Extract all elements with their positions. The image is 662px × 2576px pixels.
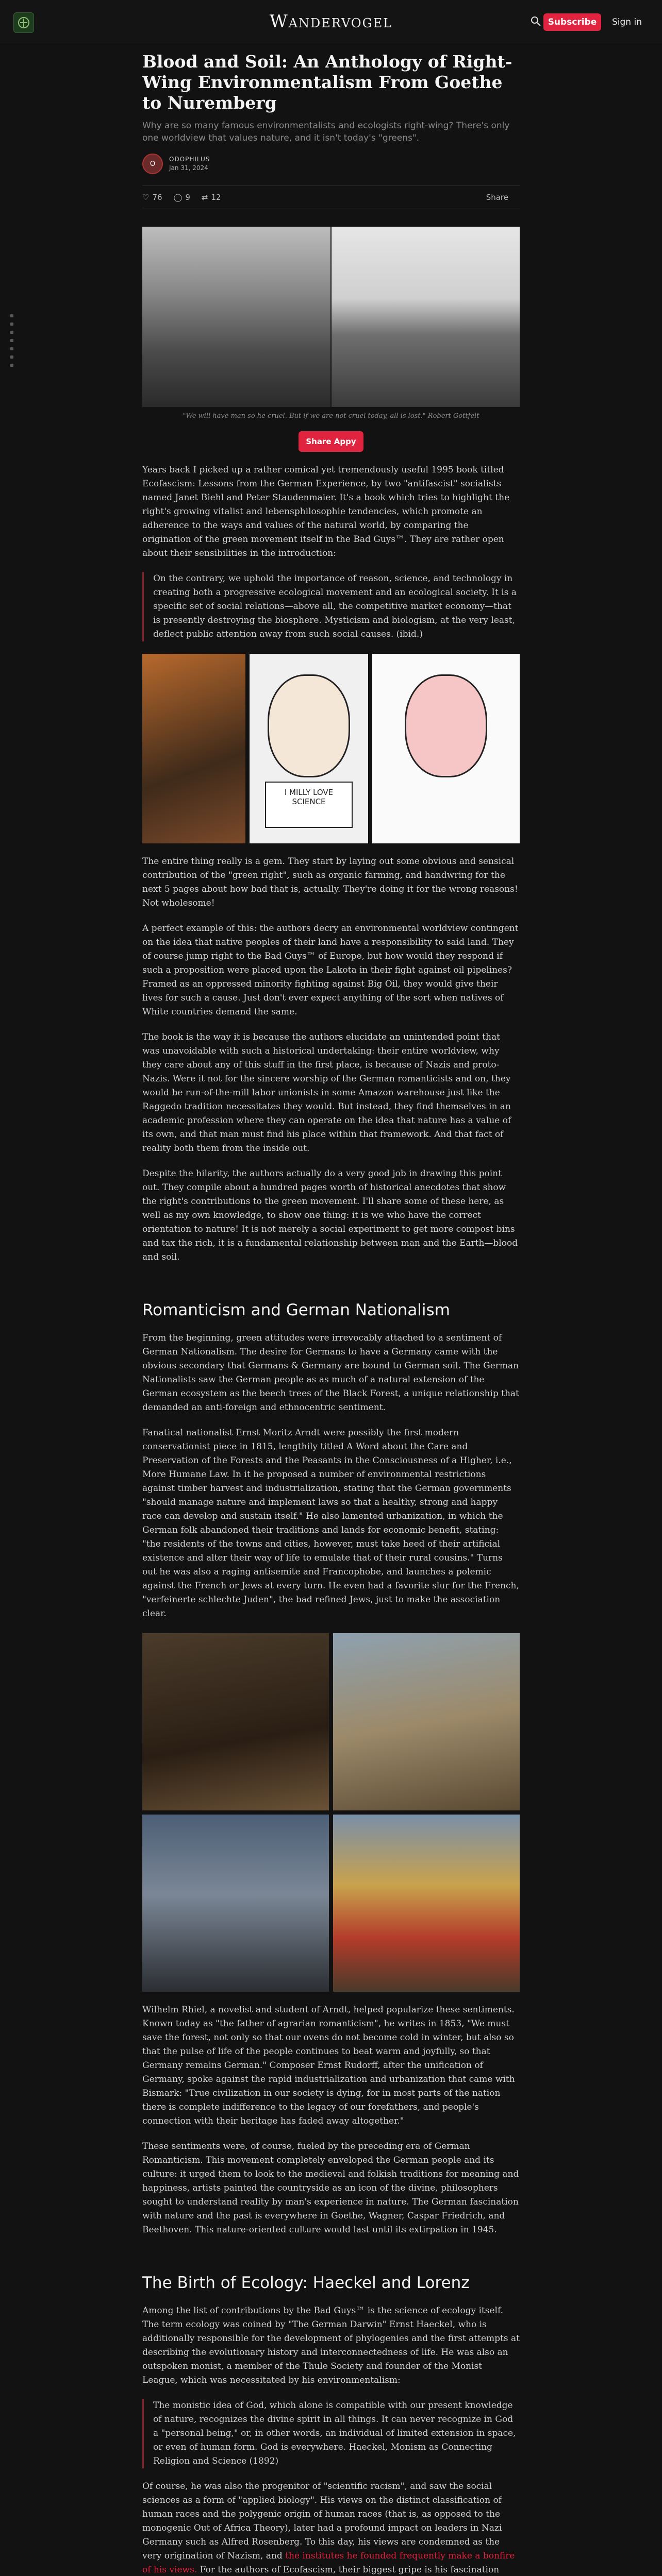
paragraph: Despite the hilarity, the authors actually do a very good job in drawing this point out. They compile about a hundred pages worth of historical anecdotes that show the right's contributions to the green movement. I'll share some of these here, as well as my own knowledge, to show one thing: it is we who have the correct orientation to nature! It is not merely a social experiment to get more compost bins and tax the rich, it is a fundamental relationship between man and the Earth—blood and soil.: [142, 1168, 518, 1262]
subscribe-button[interactable]: Subscribe: [543, 13, 601, 31]
side-toc[interactable]: [10, 314, 14, 372]
byline: [142, 154, 520, 174]
share-app-button[interactable]: Share Appy: [299, 431, 363, 452]
painting-image[interactable]: [142, 1633, 329, 1810]
post-date: Jan 31, 2024: [169, 164, 208, 172]
article-subtitle: Why are so many famous environmentalists and ecologists right-wing? There's only one worldview that values nature, and it isn't today's "greens".: [142, 121, 510, 143]
restack-icon: ⇄: [201, 193, 208, 202]
comment-icon: ◯: [173, 193, 183, 202]
like-count: 76: [152, 193, 162, 202]
top-navbar: [0, 0, 662, 43]
blockquote: On the contrary, we uphold the importance of reason, science, and technology in creating both a progressive ecological movement and an ecological society. It is a specific set of social relations—above all, the competitive market economy—that is presently destroying the biosphere. Mysticism and biologism, at the very least, deflect public attention away from such social causes. (ibid.): [142, 572, 520, 641]
paragraph: Years back I picked up a rather comical yet tremendously useful 1995 book titled Ecofascism: Lessons from the German Experience, by two "antifascist" socialists named Janet Biehl and Peter Staudenmaier. It's a book which tries to highlight the right's growing vitalist and lebensphilosophie tendencies, which promote an adherence to the ways and values of the natural world, by comparing the origination of the green movement itself in the Bad Guys™. They are rather open about their sensibilities in the introduction:: [142, 465, 510, 558]
paragraph: The book is the way it is because the authors elucidate an unintended point that was unavoidable with such a historical undertaking: their entire worldview, why they care about any of this stuff in the first place, is because of Nazis and proto-Nazis. Were it not for the sincere worship of the German romanticists and on, they would be run-of-the-mill labor unionists in some Amazon warehouse just like the Raggedo tradition necessitates they would. But instead, they find themselves in an academic profession where they can operate on the idea that nature has a value of its own, and that man must find his place within that framework. And that fact of reality both them from the inside out.: [142, 1032, 511, 1154]
painting-gallery: [142, 1633, 520, 1992]
heart-icon: ♡: [142, 193, 150, 202]
article: [142, 52, 520, 2576]
comment-count: 9: [185, 193, 190, 202]
restack-count: 12: [211, 193, 221, 202]
painting-image[interactable]: [333, 1815, 520, 1992]
paragraph: From the beginning, green attitudes were irrevocably attached to a sentiment of German Nationalism. The desire for Germans to have a Germany came with the obvious secondary that Germans & Germany are bound to German soil. The German Nationalists saw the German people as as much of a natural extension of the German ecosystem as the beech trees of the Black Forest, a unique relationship that demanded an anti-foreign and ethnocentric sentiment.: [142, 1333, 519, 1413]
meme-image[interactable]: [142, 654, 520, 843]
post-actions: [142, 185, 520, 209]
paragraph: The entire thing really is a gem. They start by laying out some obvious and sensical contribution of the "green right", such as organic farming, and handwring for the next 5 pages about how bad that is, actually. They're doing it for the wrong reasons! Not wholesome!: [142, 856, 518, 908]
hero-image-right: [332, 227, 520, 407]
section-heading: The Birth of Ecology: Haeckel and Lorenz: [142, 2274, 470, 2292]
hero-caption: "We will have man so he cruel. But if we are not cruel today, all is lost." Robert Gottfelt: [183, 412, 479, 420]
like-button[interactable]: [142, 193, 162, 202]
hero-image-left: [142, 227, 330, 407]
paragraph: A perfect example of this: the authors decry an environmental worldview contingent on the idea that native peoples of their land have a responsibility to said land. They of course jump right to the Bad Guys™ of Europe, but how would they respond if such a proposition were placed upon the Lakota in their fight against oil pipelines? Framed as an oppressed minority fighting against Big Oil, they would give their lives for such a cause. Just don't ever expect anything of the sort when natives of White countries demand the same.: [142, 923, 519, 1017]
meme-sign: I MILLY LOVE SCIENCE: [265, 782, 353, 828]
painting-image[interactable]: [142, 1815, 329, 1992]
paragraph-text: Of course, he was also the progenitor of "scientific racism", and saw the social sciences as a form of "applied biology". His views on the distinct classification of human races and the polygenic origin of human races (that is, as opposed to the monogenic Out of Africa Theory), later had a profound impact on leaders in Nazi Germany such as Alfred Rosenberg. To this day, his views are condemned as the very origination of Nazism, and: [142, 2481, 502, 2561]
painting-image[interactable]: [333, 1633, 520, 1810]
share-button[interactable]: Share: [486, 193, 508, 202]
paragraph: These sentiments were, of course, fueled by the preceding era of German Romanticism. This movement completely enveloped the German people and its culture: it urged them to look to the medieval and folkish traditions for meaning and happiness, artists painted the countryside as an icon of the divine, philosophers sought to understand reality by man's experience in nature. The German fascination with nature and the past is everywhere in Goethe, Wagner, Caspar Friedrich, and Beethoven. This nature-oriented culture would last until its extirpation in 1945.: [142, 2141, 519, 2235]
sign-in-button[interactable]: Sign in: [612, 17, 642, 27]
site-brand[interactable]: Wandervogel: [269, 11, 393, 32]
author-name[interactable]: ODOPHILUS: [169, 156, 210, 163]
author-avatar[interactable]: O: [142, 154, 163, 174]
paragraph: Wilhelm Rhiel, a novelist and student of Arndt, helped popularize these sentiments. Known today as "the father of agrarian romanticism", he writes in 1853, "We must save the forest, not only so that our ovens do not become cold in winter, but also so that the pulse of life of the people continues to beat warm and joyfully, so that Germany remains German." Composer Ernst Rudorff, after the unification of Germany, spoke against the rapid industrialization and urbanization that came with Bismark: "True civilization in our society is dying, for in most parts of the nation there is complete indifference to the legacy of our forefathers, and people's connection with their heritage has faded away altogether.": [142, 2005, 515, 2126]
section-heading: Romanticism and German Nationalism: [142, 1301, 450, 1319]
hero-image[interactable]: [142, 227, 520, 407]
comment-button[interactable]: [174, 193, 190, 202]
meme-panel-books: [142, 654, 245, 843]
article-title: Blood and Soil: An Anthology of Right-Wing Environmentalism From Goethe to Nuremberg: [142, 52, 512, 113]
paragraph: [142, 2480, 520, 2576]
meme-panel-soyjak: [250, 654, 368, 843]
blockquote: The monistic idea of God, which alone is compatible with our present knowledge of nature, recognizes the divine spirit in all things. It can never recognize in God a "personal being," or, in other words, an individual of limited extension in space, or even of human form. God is everywhere. Haeckel, Monism as Connecting Religion and Science (1892): [142, 2399, 520, 2468]
paragraph: Fanatical nationalist Ernst Moritz Arndt were possibly the first modern conservationist piece in 1815, lengthily titled A Word about the Care and Preservation of the Forests and the Peasants in the Consciousness of a Higher, i.e., More Humane Law. In it he proposed a number of environmental restrictions against timber harvest and industrialization, stating that the German governments "should manage nature and implement laws so that a healthy, strong and happy race can develop and sustain itself." He also lamented urbanization, in which the German folk abandoned their traditions and lands for economic benefit, stating: "the residents of the towns and cities, however, must take heed of their artificial existence and alter their way of life to emulate that of their rural cousins." Turns out he was also a raging antisemite and Francophobe, and launches a polemic against the French or Jews at every turn. He even had a favorite slur for the French, "verfeinerte schlechte Juden", the bad refined Jews, just to make the association clear.: [142, 1428, 519, 1619]
search-icon[interactable]: [530, 15, 541, 27]
restack-button[interactable]: [202, 193, 221, 202]
paragraph: Among the list of contributions by the Bad Guys™ is the science of ecology itself. The term ecology was coined by "The German Darwin" Ernst Haeckel, who is additionally responsible for the development of phylogenies and the first attempts at describing the evolutionary history and interconnectedness of life. He was also an outspoken monist, a member of the Thule Society and founder of the Monist League, which was necessitated by his environmentalism:: [142, 2306, 520, 2385]
paragraph-text: For the authors of Ecofascism, their biggest gripe is his fascination: [200, 2565, 500, 2575]
inline-link[interactable]: the institutes he founded frequently make a bonfire of his views.: [142, 2551, 515, 2575]
meme-panel-chud: [372, 654, 520, 843]
